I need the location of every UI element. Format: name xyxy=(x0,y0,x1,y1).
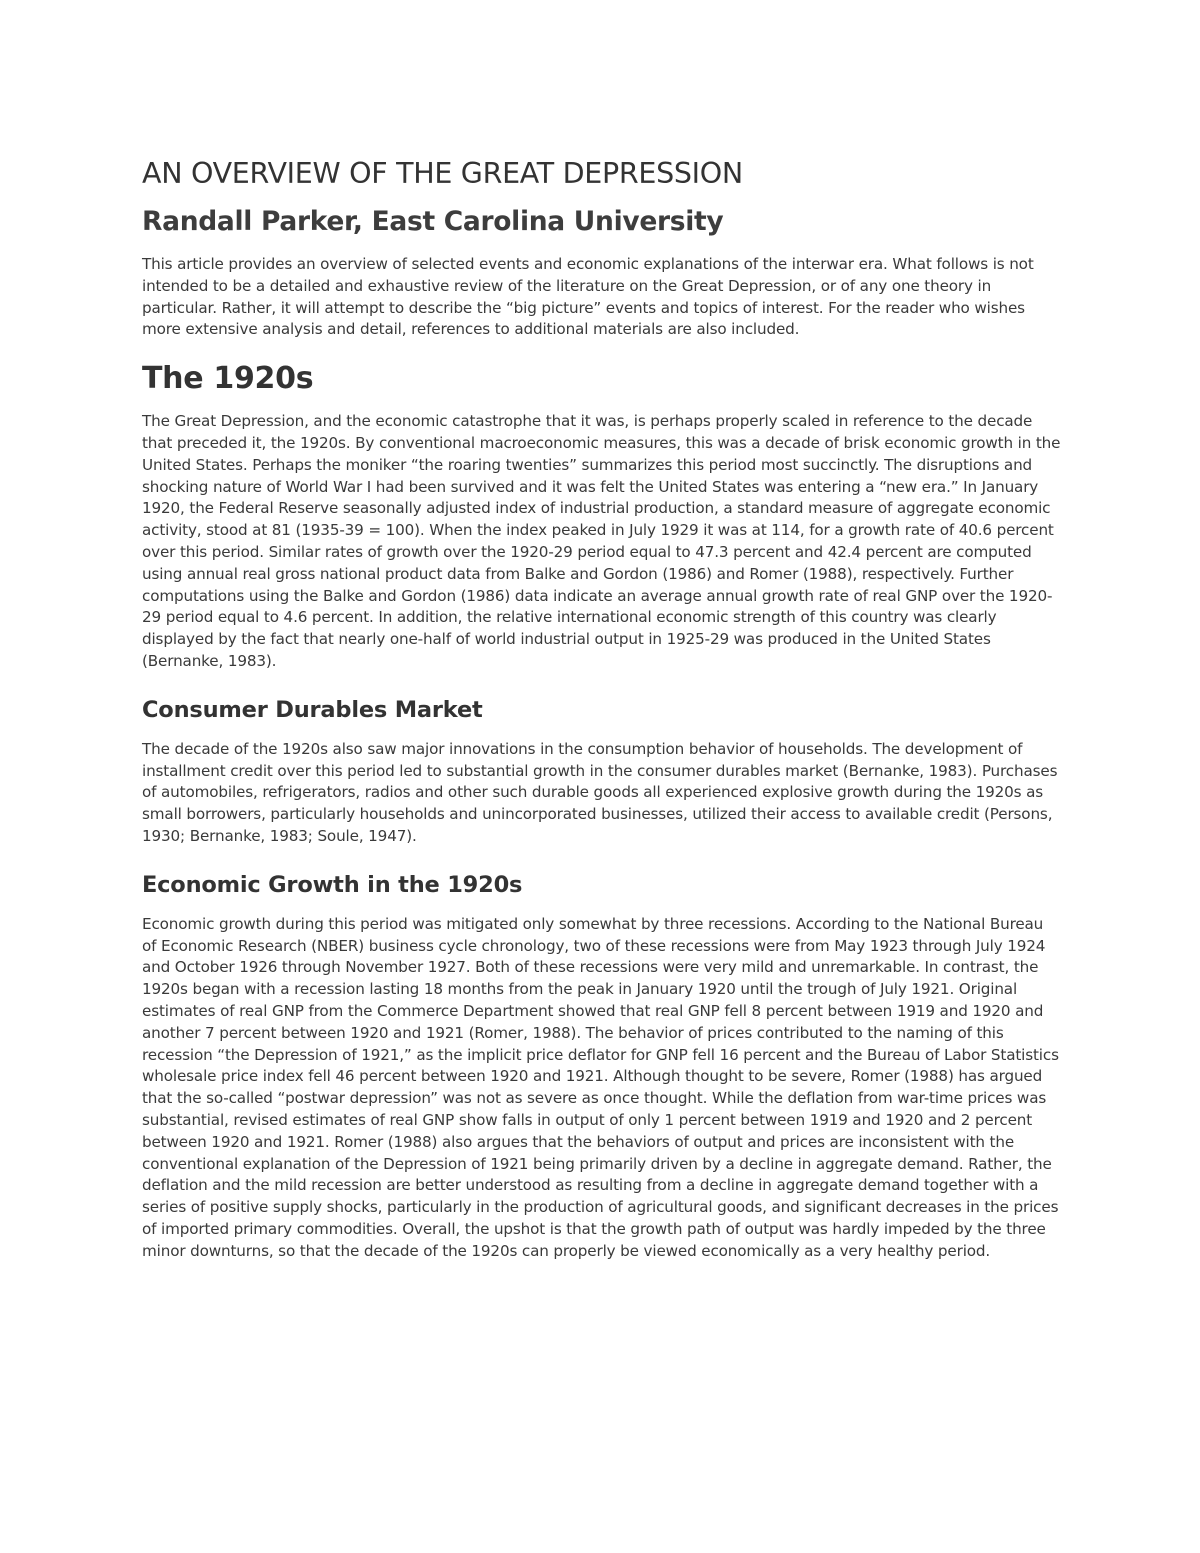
document-page xyxy=(142,150,1062,1262)
document-title: AN OVERVIEW OF THE GREAT DEPRESSION xyxy=(142,157,743,190)
section-paragraph-1920s: The Great Depression, and the economic catastrophe that it was, is perhaps properly scaled in reference to the decade that preceded it, the 1920s. By conventional macroeconomic measures, this was a decade of brisk economic growth in the United States. Perhaps the moniker “the roaring twenties” summarizes this period most succinctly. The disruptions and shocking nature of World War I had been survived and it was felt the United States was entering a “new era.” In January 1920, the Federal Reserve seasonally adjusted index of industrial production, a standard measure of aggregate economic activity, stood at 81 (1935-39 = 100). When the index peaked in July 1929 it was at 114, for a growth rate of 40.6 percent over this period. Similar rates of growth over the 1920-29 period equal to 47.3 percent and 42.4 percent are computed using annual real gross national product data from Balke and Gordon (1986) and Romer (1988), respectively. Further computations using the Balke and Gordon (1986) data indicate an average annual growth rate of real GNP over the 1920-29 period equal to 4.6 percent. In addition, the relative international economic strength of this country was clearly displayed by the fact that nearly one-half of world industrial output in 1925-29 was produced in the United States (Bernanke, 1983). xyxy=(142,412,1061,670)
section-heading-consumer-durables: Consumer Durables Market xyxy=(142,696,483,723)
section-heading-1920s: The 1920s xyxy=(142,361,314,397)
intro-paragraph: This article provides an overview of selected events and economic explanations of the interwar era. What follows is not intended to be a detailed and exhaustive review of the literature on the Great Depression, or of any one theory in particular. Rather, it will attempt to describe the “big picture” events and topics of interest. For the reader who wishes more extensive analysis and detail, references to additional materials are also included. xyxy=(142,255,1034,339)
section-heading-economic-growth: Economic Growth in the 1920s xyxy=(142,871,523,898)
author-line: Randall Parker, East Carolina University xyxy=(142,206,724,237)
section-paragraph-consumer-durables: The decade of the 1920s also saw major innovations in the consumption behavior of households. The development of installment credit over this period led to substantial growth in the consumer durables market (Bernanke, 1983). Purchases of automobiles, refrigerators, radios and other such durable goods all experienced explosive growth during the 1920s as small borrowers, particularly households and unincorporated businesses, utilized their access to available credit (Persons, 1930; Bernanke, 1983; Soule, 1947). xyxy=(142,739,1058,845)
section-paragraph-economic-growth: Economic growth during this period was mitigated only somewhat by three recessions. According to the National Bureau of Economic Research (NBER) business cycle chronology, two of these recessions were from May 1923 through July 1924 and October 1926 through November 1927. Both of these recessions were very mild and unremarkable. In contrast, the 1920s began with a recession lasting 18 months from the peak in January 1920 until the trough of July 1921. Original estimates of real GNP from the Commerce Department showed that real GNP fell 8 percent between 1919 and 1920 and another 7 percent between 1920 and 1921 (Romer, 1988). The behavior of prices contributed to the naming of this recession “the Depression of 1921,” as the implicit price deflator for GNP fell 16 percent and the Bureau of Labor Statistics wholesale price index fell 46 percent between 1920 and 1921. Although thought to be severe, Romer (1988) has argued that the so-called “postwar depression” was not as severe as once thought. While the deflation from war-time prices was substantial, revised estimates of real GNP show falls in output of only 1 percent between 1919 and 1920 and 2 percent between 1920 and 1921. Romer (1988) also argues that the behaviors of output and prices are inconsistent with the conventional explanation of the Depression of 1921 being primarily driven by a decline in aggregate demand. Rather, the deflation and the mild recession are better understood as resulting from a decline in aggregate demand together with a series of positive supply shocks, particularly in the production of agricultural goods, and significant decreases in the prices of imported primary commodities. Overall, the upshot is that the growth path of output was hardly impeded by the three minor downturns, so that the decade of the 1920s can properly be viewed economically as a very healthy period. xyxy=(142,914,1059,1260)
